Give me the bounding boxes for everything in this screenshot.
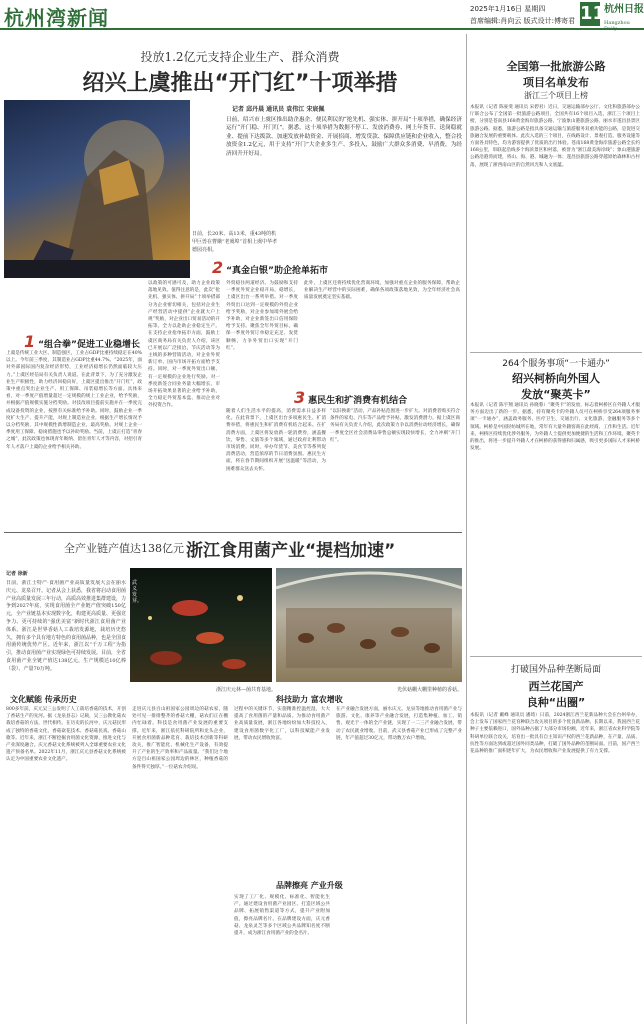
mushroom-subhead-tech: 科技助力 富农增收 (276, 695, 343, 704)
editor-credits: 首席编辑:肖向云 版式设计:傅寄君 (470, 17, 575, 25)
side3-headline-2: 良种“出圈” (526, 696, 586, 709)
column-divider (466, 34, 467, 1024)
mushroom-photo-2-caption: 光伏菇棚大棚里种植的香菇。 (396, 687, 462, 693)
subhead-text: 惠民生和扩消费有机结合 (308, 396, 408, 406)
lead-subhead-3 (294, 388, 407, 407)
mushroom-byline: 记者 徐新 (6, 571, 28, 577)
mushroom-column-1: 800多年前，庆元吴三公发明了人工栽培香菇的技术，开创了香菇生产的先河。据《龙泉县志》记载，吴三公教化菇农栽培香菇的方法，世代相传。在历史的长河中，庆元菇民形成了独特的香菇文化，香菇砍花技术、香菇菇民戏、香菇山歌等。近年来，浙江不断挖掘食用菌文化资源，推进文化与产业深度融合。庆元香菇文化系统被列入全球重要农业文化遗产预备名单。2022年11月，浙江庆元县香菇文化系统被认定为中国重要农业文化遗产。 (6, 707, 126, 763)
mushroom-subhead-culture: 文化赋能 传承历史 (10, 695, 77, 704)
side2-headline-2: 发放“聚英卡” (521, 388, 591, 401)
mushroom-column-3: 过程中的关键环节，实施精准控温控湿，大大提高了食用菌的产量和品质。为推动食用菌产业高质量发展，浙江各地纷纷加大科技投入，建设食用菌数字化工厂，以科技赋能产业发展，带动农民增收致富。 (234, 707, 330, 741)
side-separator-2 (470, 656, 642, 657)
lead-subhead-1 (24, 332, 140, 351)
issue-date: 2025年1月16日 星期四 (470, 5, 546, 13)
subhead-number: 3 (294, 388, 306, 407)
lead-column-4: 随着人们生活水平的提高，消费需求日益多样化。在此背景下，上虞区出台多项惠民生、扩消费举措，将惠民生和扩消费有机结合起来。在扩消费方面，上虞区将发放新一轮消费券，涵盖餐饮、零售、文旅等多个领域，通过政府让利带动市场消费。同时，举办年货节、美食节等系列促消费活动，营造浓厚的节日消费氛围。惠民生方面，将在春节期间组织开展“送温暖”等活动，为困难群众送去关怀。 (226, 409, 326, 472)
lead-column-3: 外贸稳住两道经济。为鼓励和支持一季度外贸企业稳开局、稳增长，上虞区出台一系列举措。对一季度外贸出口达到一定规模的外贸企业给予奖励，对企业参加境外展会给予补助，对企业新签出口信用保险给予支持。聚焦全年外贸目标，确保一季度外贸订单稳定充足、发货顺畅，力争外贸出口实现“开门红”。 (226, 281, 298, 351)
side-separator-1 (470, 352, 642, 353)
subhead-number: 1 (24, 332, 36, 351)
side1-subhead: 浙江三个项目上榜 (524, 91, 588, 100)
lead-summary: 日前，绍兴市上虞区推出助企惠企、便民利民的“抢先机、强实体、拼开局”十项举措，确保经济运行“开门稳、开门红”。据悉，这十项举措为数据不停工、发放消费券、网上年货节、送岗稳就业、提前下达拨款、加速发放补助资金、开展招商、增发贷款、保障供应链和企业收入，整合投放资金1.2亿元，用于支持“开门”大企业多生产、多投入，鼓励广大群众多消费、早消费，为经济回升开好局。 (226, 117, 462, 157)
mushroom-column-2: 走进庆元县百山祖国家公园周边的菇农家，随处可见一排排整齐的香菇大棚，菇农们正在棚内忙碌着。科技是食用菌产业发展的重要支撑。近年来，浙江依托科研院所和龙头企业，开展食用菌新品种选育、栽培技术创新等科研攻关，推广智能化、机械化生产设备，有效提升了产业的生产效率和产品质量。“我们这个地方是百山祖国家公园周边的林区，种植香菇的条件得天独厚。”一位菇农介绍说。 (132, 707, 228, 770)
side1-headline-2: 项目名单发布 (523, 76, 589, 89)
mushroom-column-4: 实现了工厂化、规模化、标准化、智能化生产。通过建设食用菌产业园区、打造区域公共品牌、拓展销售渠道等方式，提升产业附加值，擦亮品牌名片。在品牌建设方面，庆元香菇、龙泉灵芝等多个区域公共品牌知名度不断提升，成为浙江食用菌产业的金名片。 (234, 895, 330, 937)
side1-body: 本报讯（记者 陈豪斐 通讯员 宋碧君）近日，交通运输部办公厅、文化和旅游部办公厅联合公布了全国第一批旅游公路项目，全国共有16个项目入选，浙江三个项目上榜，分别是苍南县168黄金海岸旅游公路、宁波象山港旅游公路、丽水市遂昌县景区旅游公路。据悉，旅游公路是指具备交通运输与旅游服务双重功能的公路，是促进交旅融合发展的重要载体。此次入选的三个项目，在线路设计、景观打造、服务设施等方面各具特色，均为游客提供了优质的出行体验。苍南168黄金海岸旅游公路全长约168公里，串联起沿线多个海滨景区和村落，被誉为“浙江最美海岸线”；象山港旅游公路沿港湾而建，将山、海、港、城融为一体；遂昌县旅游公路穿越原始森林和古村落，展现了浙西南山区的自然风光和人文底蕴。 (470, 105, 640, 168)
shiitake-illustration (276, 568, 462, 682)
mushroom-photo-2 (276, 568, 462, 682)
lead-column-2: 以政策的可感可及，助力企业政策落地见效。值得注意的是，此次“抢先机、强实体、拼开局”十项举措部分为企业密切相关，包括对企业生产经营活动中提供“企业就大户上规”奖励，对企业出口贸易活动的开拓等。全力以赴助企业稳定生产。在支持企业抢单拓市方面，鼓励上虞区商务局有关负责人介绍，该区已开展以广泛接洽、节庆活动等为主线的多种营销活动，对企业外贸新订单、国内市场开拓方面给予支持。同时，对一季度外贸出口额、有一定规模的企业进行奖励。对一季度新签合同业务量大幅增长、市场开拓效果显著的企业给予补助，全力稳定外贸基本盘、推动企业对外投资合作。 (148, 281, 220, 409)
side2-body: 本报讯（记者 陈宇翔 通讯员 孙晓蓉）“聚英卡”的发放，标志着柯桥区在外籍人才服务方面迈出了新的一步。据悉，持有聚英卡的外籍人员可在柯桥享受264项服务事项“一卡通办”，涵盖政务服务、医疗卫生、交通出行、文化旅游、金融服务等多个领域。柯桥是中国轻纺城所在地，常年有大量外籍客商在此经商、工作和生活。近年来，柯桥区持续优化涉外服务，为外籍人士提供更加便捷的生活和工作环境。聚英卡的推出，将进一步提升外籍人才在柯桥的获得感和归属感，吸引更多国际人才来柯桥发展。 (470, 403, 640, 452)
side3-body: 本报讯（记者 戴峰 通讯员 潘琦）日前，2024浙江西兰花新品种大会在台州举办，会上发布了国家西兰花育种联合攻关项目的多个优良新品种。长期以来，我国西兰花种子主要依赖进口，国外品种占据了大部分市场份额。近年来，浙江省农业科学院等科研单位联合攻关，培育出一批具有自主知识产权的西兰花新品种，在产量、品质、抗性等方面达到或超过国外同类品种，打破了国外品种的垄断局面。目前，国产西兰花品种的推广面积逐年扩大，为农民增收和产业发展提供了有力支撑。 (470, 713, 640, 755)
lead-column-3b: 此外，上虞区还将持续优化营商环境，加强对重点企业的服务保障，帮助企业解决生产经营中的实际困难，确保各项政策落地见效，为全年经济社会高质量发展奠定坚实基础。 (304, 281, 460, 301)
lingzhi-illustration (130, 568, 272, 682)
side2-headline-1: 绍兴柯桥向外国人 (512, 372, 600, 385)
lead-column-5: “以旧换新”活动，产品补贴范围进一步扩大。对消费者购买符合条件的家电、汽车等产品给予补贴，激发消费潜力。据上虞区商务局有关负责人介绍，此次政策力争以消费拉动经济增长，确保一季度全区社会消费品零售总额实现较快增长，全力冲刺“开门红”。 (330, 409, 460, 443)
mushroom-headline: 浙江食用菌产业“提档加速” (186, 541, 396, 561)
paper-name-en: Hangzhou Daily (604, 20, 630, 32)
side1-headline-1: 全国第一批旅游公路 (506, 60, 606, 73)
page-number: 11 (580, 3, 606, 24)
section-title: 杭州湾新闻 (4, 6, 109, 30)
lead-photo-caption: 日前，长20米、高13米，重43吨的机甲巨兽在曹娥“老虞埠”首相上虞中华孝德园亮相。 (192, 231, 278, 253)
lead-photo (4, 100, 190, 278)
lead-headline: 绍兴上虞推出“开门红”十项举措 (82, 71, 398, 96)
subhead-text: “组合拳”促进工业稳增长 (38, 340, 140, 350)
subhead-text: “真金白银”助企抢单拓市 (226, 266, 328, 276)
section-separator (4, 532, 462, 533)
mushroom-subhead-brand: 品牌擦亮 产业升级 (276, 881, 343, 890)
side3-kicker: 打破国外品种垄断局面 (510, 665, 601, 675)
lead-byline: 记者 邱丹晨 通讯员 袁伟江 宋宸佩 (232, 106, 325, 113)
paper-name: 杭州日报 (604, 4, 644, 15)
lead-subhead-2 (212, 258, 328, 277)
mushroom-photo-1-caption: 浙江庆元林—菌共育基地。 (215, 687, 276, 693)
mushroom-photo-1 (130, 568, 272, 682)
subhead-number: 2 (212, 258, 224, 277)
mushroom-column-5: 在产业融合发展方面，丽水庆元、龙泉等地推动食用菌产业与旅游、文化、康养等产业融合发展，打造集种植、加工、销售、观光于一体的全产业链，实现了一二三产业融合发展，带动了农民就业增收。目前，武义县香菇产业已形成了完整产业链，年产值超过30亿元，带动数万农户增收。 (336, 707, 462, 741)
lead-column-1: 上虞是传统工业大区、制造强区，工业占GDP比重持续稳定在40%以上。今年前三季度，其制造业占GDP比重44.7%。“2025年，面对外部国际国内复杂经济形势，工业经济稳增长仍然面临较大压力。”上虞区经信局有关负责人说道。在此背景下，为了充分激发企业生产积极性，助力经济回稳向好，上虞区提出推出“开门红”，政策中重点突出企业生产、用工保障、吊装稳增长等方面。具体来看，对一季度产值增量超过一定规模的规上工业企业，给予奖励，并根据产值规模实施分档奖励。对技改项目提前实施并在一季度完成设备投资的企业，按照有关标准给予补助。同时，鼓励企业一季度扩大生产、提升产能，对规上制造业企业，根据生产增长情况予以分档奖励，其中规模性新增制造企业，最高奖励。对规上企业一季度用工保障、稳岗措施也予以补助奖励。当前，上虞正打造“青春之城”，此次政策也体现青年吸纳、留住青年人才等内容，对招引青年人才落户上虞的企业给予相关补助。 (6, 351, 142, 450)
mushroom-kicker: 全产业链产值达138亿元 (64, 542, 184, 555)
side2-kicker: 264个服务事项“一卡通办” (502, 359, 610, 369)
side3-headline-1: 西兰花国产 (528, 680, 584, 693)
mushroom-photo-1-vlabel: 武义发芽。 (132, 580, 143, 604)
mushroom-intro: 日前，浙江士特产·食用菌产业高质量发展大会在丽水庆元、龙泉召开。记者从会上获悉，我省将启动食用菌产业高质量发展三年行动，高质高效推进集群建设，力争到2027年底，实现食用菌全产业链产值突破150亿元，全产业链基本实现数字化，构建更高质量、更强竞争力、更可持续的“强优美富”新时代浙江食用菌产业体系。浙江是世界香菇人工栽培发源地，栽培历史悠久，拥有多个具有地方特色的食用菌品种，也是全国食用菌传统优势产区。近年来，浙江以“千万工程”为指引，推动食用菌产业实现绿色可持续发展。目前，全省食用菌产业全链产值达138亿元，生产规模达10亿棒（袋）、产量70万吨。 (6, 580, 126, 672)
lead-kicker: 投放1.2亿元支持企业生产、群众消费 (140, 50, 340, 64)
mecha-illustration (4, 100, 190, 278)
